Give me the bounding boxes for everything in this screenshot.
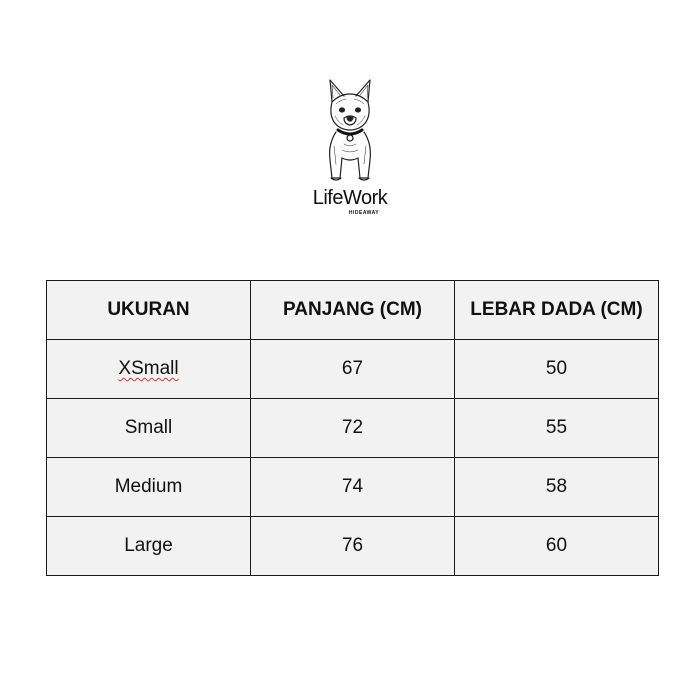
header-lebar-dada: LEBAR DADA (CM) (455, 281, 659, 340)
size-chart-table (46, 280, 659, 576)
cell-size: Small (47, 399, 251, 458)
french-bulldog-icon (300, 74, 400, 184)
table-row (47, 399, 659, 458)
cell-panjang: 76 (251, 517, 455, 576)
cell-panjang: 72 (251, 399, 455, 458)
cell-lebar-dada: 55 (455, 399, 659, 458)
table-row (47, 517, 659, 576)
cell-panjang: 74 (251, 458, 455, 517)
table-row (47, 458, 659, 517)
table-row (47, 340, 659, 399)
cell-size: Medium (47, 458, 251, 517)
cell-size: Large (47, 517, 251, 576)
cell-lebar-dada: 50 (455, 340, 659, 399)
size-label: XSmall (118, 358, 179, 379)
cell-panjang: 67 (251, 340, 455, 399)
brand-name: LifeWork (312, 187, 388, 209)
cell-lebar-dada: 58 (455, 458, 659, 517)
brand-subtitle: HIDEAWAY (348, 210, 380, 216)
cell-lebar-dada: 60 (455, 517, 659, 576)
header-ukuran: UKURAN (47, 281, 251, 340)
cell-size (47, 340, 251, 399)
header-panjang: PANJANG (CM) (251, 281, 455, 340)
table-header-row (47, 281, 659, 340)
